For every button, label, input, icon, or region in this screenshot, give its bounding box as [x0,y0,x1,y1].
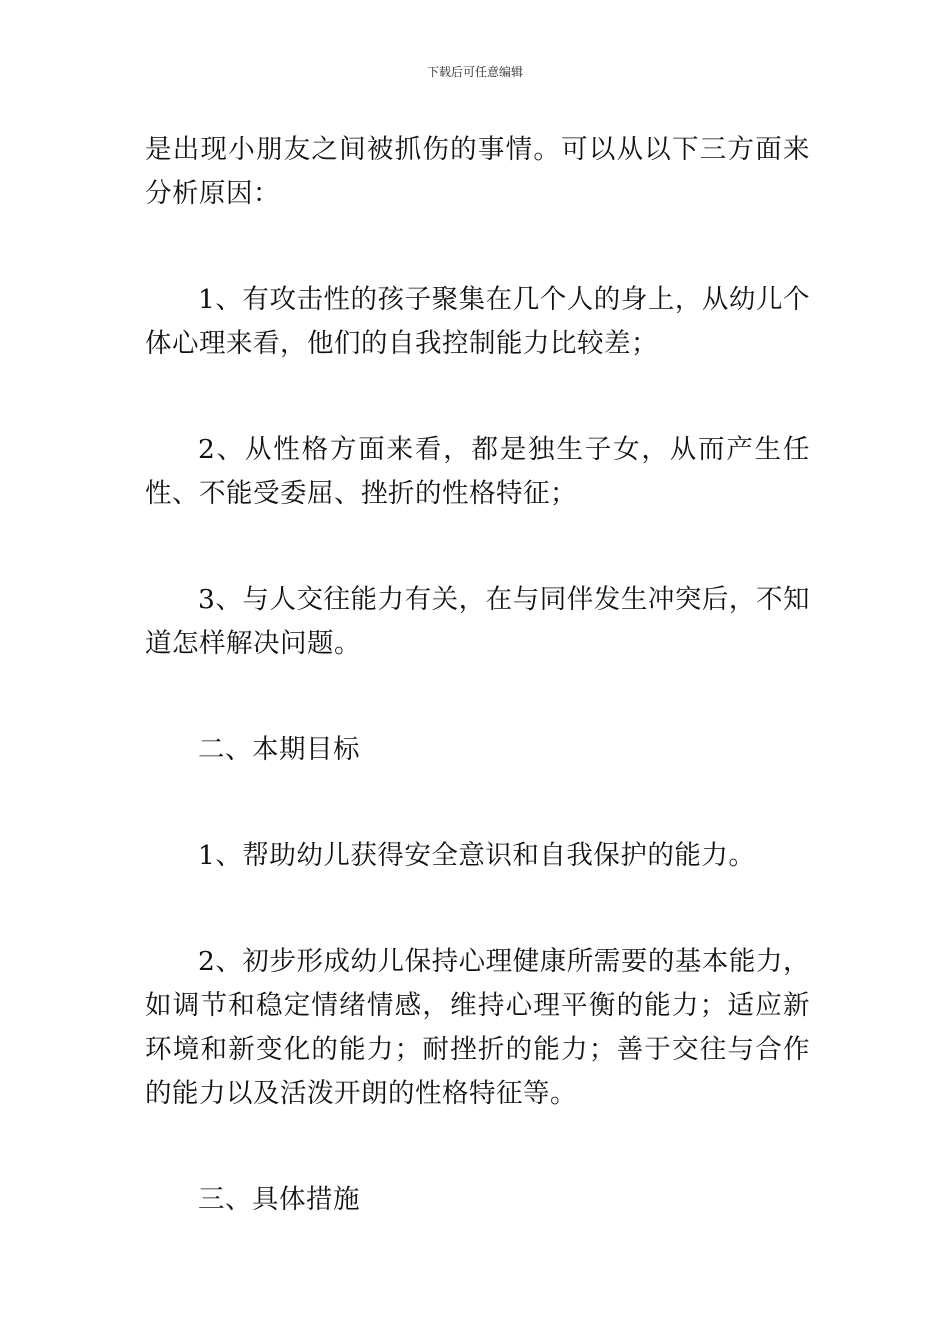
paragraph-goal-2: 2、初步形成幼儿保持心理健康所需要的基本能力，如调节和稳定情绪情感，维持心理平衡的能力；适应新环境和新变化的能力；耐挫折的能力；善于交往与合作的能力以及活泼开朗的性格特征等。 [145,946,810,1109]
section-heading-goals: 二、本期目标 [198,734,360,765]
paragraph-intro-continuation: 是出现小朋友之间被抓伤的事情。可以从以下三方面来分析原因： [145,134,810,209]
document-body [145,128,810,1222]
paragraph-goal-1: 1、帮助幼儿获得安全意识和自我保护的能力。 [198,840,756,871]
section-heading-measures: 三、具体措施 [198,1184,360,1215]
paragraph-reason-3: 3、与人交往能力有关，在与同伴发生冲突后，不知道怎样解决问题。 [145,584,810,659]
paragraph-reason-1: 1、有攻击性的孩子聚集在几个人的身上，从幼儿个体心理来看，他们的自我控制能力比较差； [145,284,810,359]
page-header-note: 下载后可任意编辑 [426,65,523,79]
paragraph-reason-2: 2、从性格方面来看，都是独生子女，从而产生任性、不能受委屈、挫折的性格特征； [145,434,810,509]
